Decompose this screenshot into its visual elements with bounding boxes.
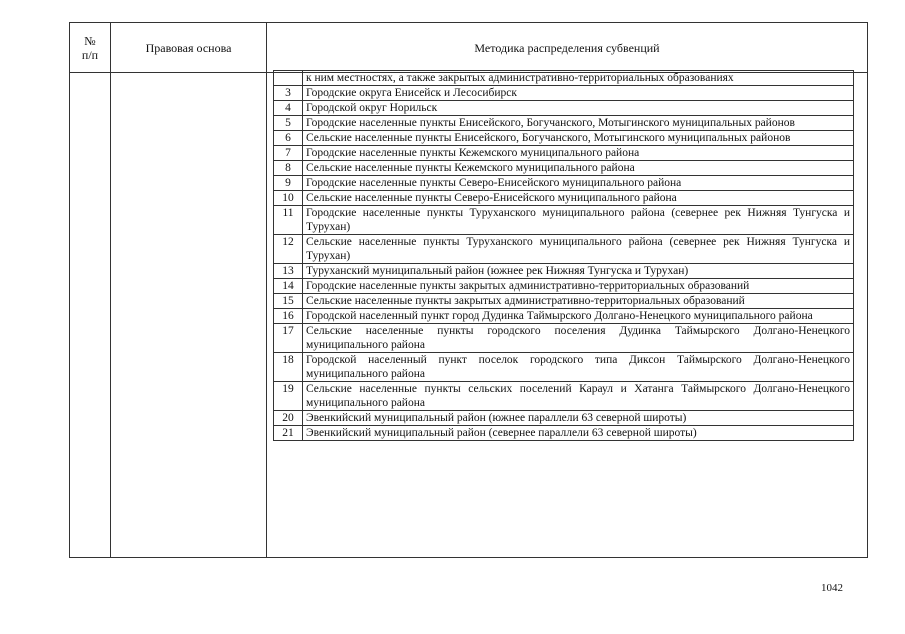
row-number: 17: [274, 324, 303, 353]
row-number: 12: [274, 235, 303, 264]
row-number: 21: [274, 426, 303, 441]
row-text: Городские населенные пункты закрытых административно-территориальных образований: [303, 279, 854, 294]
table-row: [274, 264, 854, 279]
row-text: Городской округ Норильск: [303, 101, 854, 116]
row-text: Городские населенные пункты Северо-Енисейского муниципального района: [303, 176, 854, 191]
row-text: Сельские населенные пункты Северо-Енисейского муниципального района: [303, 191, 854, 206]
table-row: [274, 353, 854, 382]
row-text: Городской населенный пункт поселок городского типа Диксон Таймырского Долгано-Ненецкого муниципального района: [303, 353, 854, 382]
column-divider-1: [110, 23, 111, 557]
table-row: [274, 324, 854, 353]
row-number: 6: [274, 131, 303, 146]
table-row: [274, 411, 854, 426]
table-row: [274, 235, 854, 264]
row-text: Туруханский муниципальный район (южнее рек Нижняя Тунгуска и Турухан): [303, 264, 854, 279]
column-divider-2: [266, 23, 267, 557]
subvention-areas-table-body: [274, 71, 854, 441]
row-number: 8: [274, 161, 303, 176]
row-text: Сельские населенные пункты Кежемского муниципального района: [303, 161, 854, 176]
table-row: [274, 309, 854, 324]
table-row: [274, 382, 854, 411]
row-number: 5: [274, 116, 303, 131]
row-text: Городские населенные пункты Туруханского муниципального района (севернее рек Нижняя Тунгуска и Турухан): [303, 206, 854, 235]
table-row: [274, 294, 854, 309]
continuation-number-cell: [274, 71, 303, 86]
row-number: 10: [274, 191, 303, 206]
table-row: [274, 426, 854, 441]
table-row: [274, 161, 854, 176]
row-text: Сельские населенные пункты сельских поселений Караул и Хатанга Таймырского Долгано-Ненецкого муниципального района: [303, 382, 854, 411]
row-text: Сельские населенные пункты закрытых административно-территориальных образований: [303, 294, 854, 309]
row-number: 9: [274, 176, 303, 191]
row-number: 7: [274, 146, 303, 161]
row-text: Сельские населенные пункты городского поселения Дудинка Таймырского Долгано-Ненецкого муниципального района: [303, 324, 854, 353]
table-row: [274, 279, 854, 294]
table-row: [274, 86, 854, 101]
row-number: 16: [274, 309, 303, 324]
subvention-areas-table: [273, 70, 854, 441]
table-row: [274, 146, 854, 161]
row-number: 13: [274, 264, 303, 279]
page-number: 1042: [821, 582, 843, 594]
row-number: 15: [274, 294, 303, 309]
row-number: 20: [274, 411, 303, 426]
table-row: [274, 116, 854, 131]
row-number: 4: [274, 101, 303, 116]
row-text: Городские населенные пункты Кежемского муниципального района: [303, 146, 854, 161]
row-text: Сельские населенные пункты Туруханского муниципального района (севернее рек Нижняя Тунгуска и Турухан): [303, 235, 854, 264]
table-row: [274, 176, 854, 191]
row-text: Эвенкийский муниципальный район (севернее параллели 63 северной широты): [303, 426, 854, 441]
header-methodology-column: Методика распределения субвенций: [474, 40, 660, 55]
header-number-column: № п/п: [81, 33, 99, 62]
row-text: Городские округа Енисейск и Лесосибирск: [303, 86, 854, 101]
row-text: Городской населенный пункт город Дудинка Таймырского Долгано-Ненецкого муниципального района: [303, 309, 854, 324]
row-text: Эвенкийский муниципальный район (южнее параллели 63 северной широты): [303, 411, 854, 426]
table-row: [274, 131, 854, 146]
table-row: [274, 101, 854, 116]
header-legal-basis-column: Правовая основа: [145, 40, 232, 55]
row-number: 14: [274, 279, 303, 294]
row-number: 19: [274, 382, 303, 411]
continuation-row: [274, 71, 854, 86]
row-text: Городские населенные пункты Енисейского, Богучанского, Мотыгинского муниципальных районов: [303, 116, 854, 131]
row-number: 18: [274, 353, 303, 382]
row-number: 11: [274, 206, 303, 235]
table-row: [274, 206, 854, 235]
row-text: Сельские населенные пункты Енисейского, Богучанского, Мотыгинского муниципальных районов: [303, 131, 854, 146]
continuation-text-cell: к ним местностях, а также закрытых административно-территориальных образованиях: [303, 71, 854, 86]
table-row: [274, 191, 854, 206]
row-number: 3: [274, 86, 303, 101]
